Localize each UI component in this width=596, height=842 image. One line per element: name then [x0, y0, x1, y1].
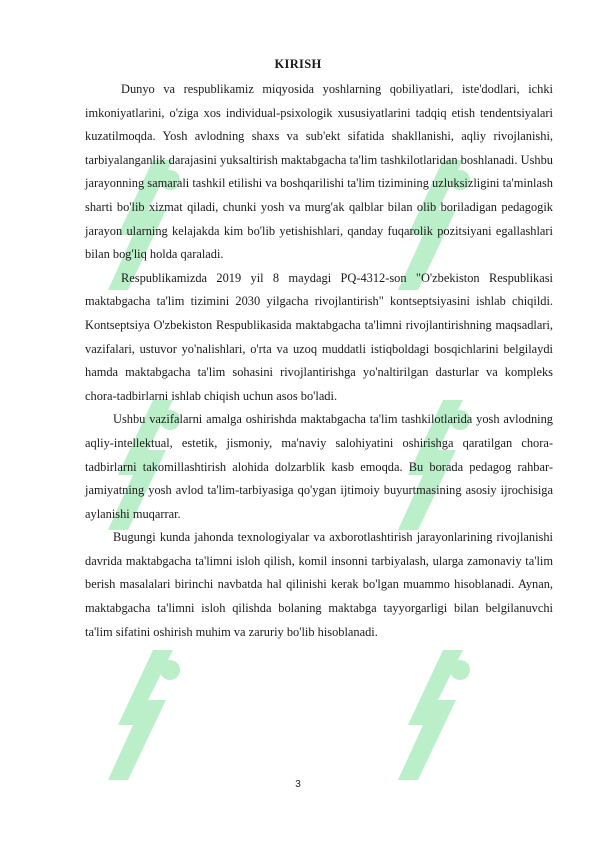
paragraph: Respublikamizda 2019 yil 8 maydagi PQ-4312-son "O'zbekiston Respublikasi maktabgacha ta'lim tizimini 2030 yilgacha rivojlantirish" kontseptsiyasini ishlab chiqildi. Kontseptsiya O'zbekiston Respublikasida maktabgacha ta'limni rivojlantirishning maqsadlari, vazifalari, ustuvor yo'nalishlari, o'rta va uzoq muddatli istiqboldagi bosqichlarini belgilaydi hamda maktabgacha ta'lim sohasini rivojlantirishga yo'naltirilgan dasturlar va kompleks chora-tadbirlarni ishlab chiqish uchun asos bo'ladi. — [85, 270, 553, 403]
paragraph: Dunyo va respublikamiz miqyosida yoshlarning qobiliyatlari, iste'dodlari, ichki imkoniyatlarini, o'ziga xos individual-psixologik xususiyatlarini tadqiq etish tendentsiyalari kuzatilmoqda. Yosh avlodning shaxs va sub'ekt sifatida shakllanishi, aqliy rivojlanishi, tarbiyalanganlik darajasini yuksaltirish maktabgacha ta'lim tashkilotlaridan boshlanadi. Ushbu jarayonning samarali tashkil etilishi va boshqarilishi ta'lim tizimining uzluksizligini ta'minlash sharti bo'lib xizmat qiladi, chunki yosh va murg'ak qalblar bilan olib boriladigan pedagogik jarayon ularning kelajakda kim bo'lib yetishishlari, qanday fuqarolik pozitsiyani egallashlari bilan bog'liq holda qaraladi. — [85, 82, 554, 262]
page-number: 3 — [295, 779, 301, 790]
page-title: KIRISH — [274, 57, 322, 71]
watermark-logo-icon — [78, 630, 198, 800]
body-text — [85, 78, 553, 644]
paragraph: Ushbu vazifalarni amalga oshirishda maktabgacha ta'lim tashkilotlarida yosh avlodning aqliy-intellektual, estetik, jismoniy, ma'naviy salohiyatini oshirishga qaratilgan chora-tadbirlarni takomillashtirish alohida dolzarblik kasb emoqda. Bu borada pedagog rahbar-jamiyatning yosh avlod ta'lim-tarbiyasiga qo'ygan ijtimoiy buyurtmasining asosiy ijrochisiga aylanishi muqarrar. — [85, 412, 553, 521]
watermark-logo-icon — [368, 630, 488, 800]
paragraph: Bugungi kunda jahonda texnologiyalar va axborotlashtirish jarayonlarining rivojlanishi davrida maktabgacha ta'limni isloh qilish, komil insonni tarbiyalash, ularga zamonaviy ta'lim berish masalalari birinchi navbatda hal qilinishi kerak bo'lgan muammo hisoblanadi. Aynan, maktabgacha ta'limni isloh qilishda bolaning maktabga tayyorgarligi bilan belgilanuvchi ta'lim sifatini oshirish muhim va zaruriy bo'lib hisoblanadi. — [85, 530, 553, 639]
